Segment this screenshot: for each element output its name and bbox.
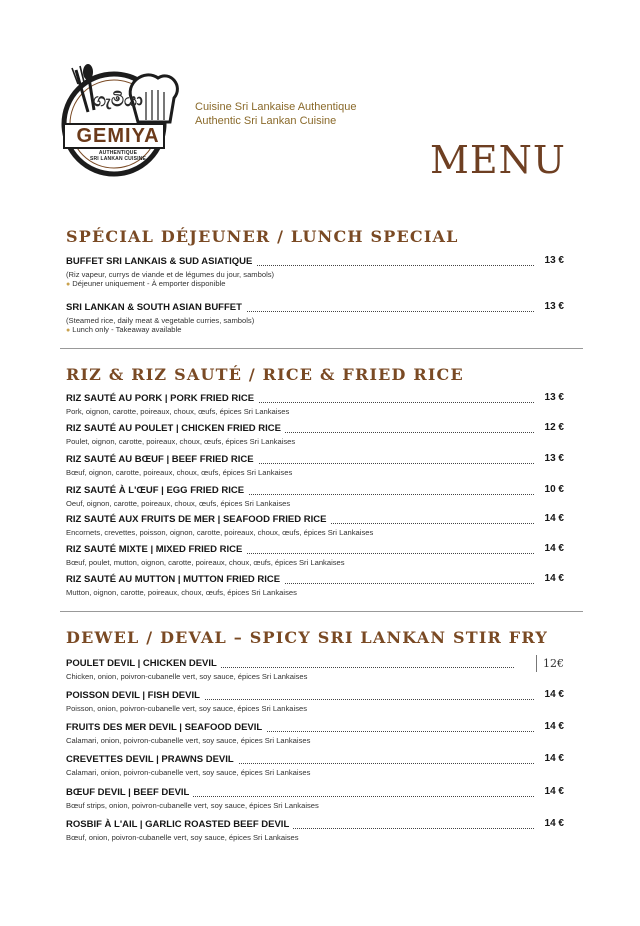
bullet-icon: ● (66, 281, 71, 288)
item-price: 14 € (544, 753, 564, 764)
item-description: (Steamed rice, daily meat & vegetable curries, sambols) (66, 316, 255, 325)
menu-item (66, 819, 564, 842)
item-description: Bœuf strips, onion, poivron-cubanelle vert, soy sauce, épices Sri Lankaises (66, 801, 319, 810)
item-description: Calamari, onion, poivron-cubanelle vert, soy sauce, épices Sri Lankaises (66, 736, 311, 745)
item-price: 12 € (544, 422, 564, 433)
logo-script-text: ගැමියා (93, 90, 143, 111)
item-description: Encornets, crevettes, poisson, oignon, carotte, poireaux, choux, œufs, épices Sri Lankaises (66, 528, 374, 537)
item-name: POISSON DEVIL | FISH DEVIL (66, 690, 204, 701)
menu-item (66, 754, 564, 777)
item-price: 13 € (544, 392, 564, 403)
menu-item (66, 423, 564, 446)
item-price: 14 € (544, 513, 564, 524)
item-description: Calamari, onion, poivron-cubanelle vert, soy sauce, épices Sri Lankaises (66, 768, 311, 777)
section-title: RIZ & RIZ SAUTÉ / RICE & FRIED RICE (66, 365, 464, 384)
page-title: MENU (430, 138, 566, 182)
logo-emblem-icon (54, 62, 182, 180)
item-price: 13 € (544, 453, 564, 464)
item-name: RIZ SAUTÉ À L'ŒUF | EGG FRIED RICE (66, 485, 248, 496)
item-price: 14 € (544, 721, 564, 732)
logo-subtitle-2: SRI LANKAN CUISINE (89, 156, 147, 162)
item-name: RIZ SAUTÉ AUX FRUITS DE MER | SEAFOOD FRIED RICE (66, 514, 330, 525)
menu-item (66, 544, 564, 567)
item-price: 14 € (544, 689, 564, 700)
menu-item (66, 787, 564, 810)
item-name: RIZ SAUTÉ AU POULET | CHICKEN FRIED RICE (66, 423, 285, 434)
tagline-english: Authentic Sri Lankan Cuisine (195, 115, 337, 127)
item-description: Bœuf, oignon, carotte, poireaux, choux, œufs, épices Sri Lankaises (66, 468, 293, 477)
item-name: RIZ SAUTÉ AU PORK | PORK FRIED RICE (66, 393, 258, 404)
menu-item (66, 722, 564, 745)
item-price: 14 € (544, 786, 564, 797)
item-description: Oeuf, oignon, carotte, poireaux, choux, œufs, épices Sri Lankaises (66, 499, 291, 508)
item-name: SRI LANKAN & SOUTH ASIAN BUFFET (66, 302, 246, 313)
item-name: ROSBIF À L'AIL | GARLIC ROASTED BEEF DEVIL (66, 819, 293, 830)
section-title: DEWEL / DEVAL – SPICY SRI LANKAN STIR FRY (66, 628, 548, 647)
logo-subtitle-1: AUTHENTIQUE (98, 150, 138, 156)
menu-item (66, 514, 564, 537)
item-name: POULET DEVIL | CHICKEN DEVIL (66, 658, 221, 669)
item-price: 13 € (544, 255, 564, 266)
menu-item (66, 658, 564, 681)
menu-item (66, 574, 564, 597)
item-description: Bœuf, onion, poivron-cubanelle vert, soy sauce, épices Sri Lankaises (66, 833, 299, 842)
item-description: Bœuf, poulet, mutton, oignon, carotte, poireaux, choux, œufs, épices Sri Lankaises (66, 558, 345, 567)
menu-item (66, 256, 564, 288)
item-description: Poulet, oignon, carotte, poireaux, choux, œufs, épices Sri Lankaises (66, 437, 296, 446)
item-description: (Riz vapeur, currys de viande et de légumes du jour, sambols) (66, 270, 275, 279)
bullet-icon: ● (66, 327, 71, 334)
item-name: RIZ SAUTÉ MIXTE | MIXED FRIED RICE (66, 544, 246, 555)
tagline-french: Cuisine Sri Lankaise Authentique (195, 101, 357, 113)
item-price: 14 € (544, 543, 564, 554)
item-price: 14 € (544, 573, 564, 584)
item-price: 10 € (544, 484, 564, 495)
section-divider (60, 348, 583, 349)
item-name: CREVETTES DEVIL | PRAWNS DEVIL (66, 754, 238, 765)
logo-brand-name: GEMIYA (76, 125, 160, 147)
item-description: Chicken, onion, poivron-cubanelle vert, soy sauce, épices Sri Lankaises (66, 672, 308, 681)
item-note (66, 325, 564, 334)
item-note (66, 279, 564, 288)
item-name: BUFFET SRI LANKAIS & SUD ASIATIQUE (66, 256, 256, 267)
item-price: 13 € (544, 301, 564, 312)
item-description: Poisson, onion, poivron-cubanelle vert, soy sauce, épices Sri Lankaises (66, 704, 308, 713)
section-devil-title (66, 628, 566, 647)
item-name: RIZ SAUTÉ AU MUTTON | MUTTON FRIED RICE (66, 574, 284, 585)
item-note-text: Déjeuner uniquement - À emporter disponible (72, 279, 226, 288)
item-price: 14 € (544, 818, 564, 829)
section-title: SPÉCIAL DÉJEUNER / LUNCH SPECIAL (66, 227, 459, 246)
item-name: BŒUF DEVIL | BEEF DEVIL (66, 787, 193, 798)
section-rice-title (66, 365, 566, 384)
menu-item (66, 393, 564, 416)
item-price-handwritten: 12€ (536, 655, 570, 672)
menu-item (66, 485, 564, 508)
menu-item (66, 302, 564, 334)
section-divider (60, 611, 583, 612)
item-name: RIZ SAUTÉ AU BŒUF | BEEF FRIED RICE (66, 454, 258, 465)
item-description: Mutton, oignon, carotte, poireaux, choux, œufs, épices Sri Lankaises (66, 588, 297, 597)
menu-item (66, 690, 564, 713)
menu-item (66, 454, 564, 477)
section-lunch-special-title (66, 227, 566, 246)
item-name: FRUITS DES MER DEVIL | SEAFOOD DEVIL (66, 722, 266, 733)
item-description: Pork, oignon, carotte, poireaux, choux, œufs, épices Sri Lankaises (66, 407, 290, 416)
restaurant-logo (54, 62, 182, 180)
item-note-text: Lunch only - Takeaway available (72, 325, 182, 334)
